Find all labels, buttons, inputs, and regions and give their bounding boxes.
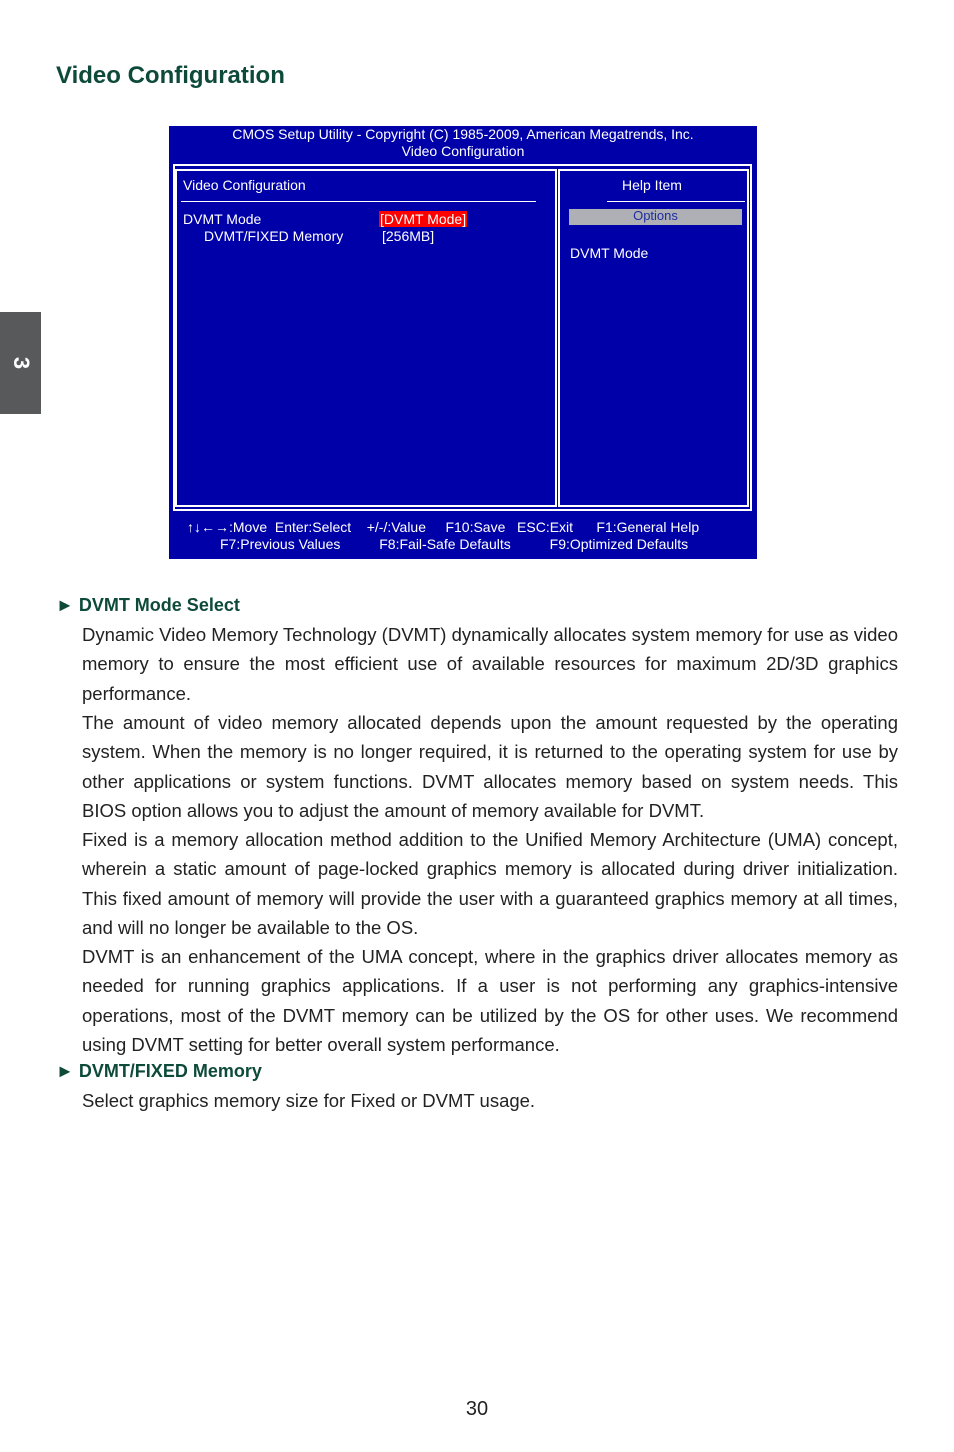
- bios-header-copyright: CMOS Setup Utility - Copyright (C) 1985-2009, American Megatrends, Inc.: [232, 126, 694, 142]
- bios-footer-keys-1: ↑↓←→:Move Enter:Select +/-/:Value F10:Save ESC:Exit F1:General Help: [187, 519, 700, 535]
- dvmt-mode-label[interactable]: DVMT Mode: [183, 211, 262, 227]
- dvmt-mode-selected[interactable]: [DVMT Mode]: [380, 211, 467, 227]
- help-item-title: Help Item: [622, 177, 682, 193]
- help-pane-divider: [607, 201, 745, 202]
- bios-pane-title: Video Configuration: [183, 177, 306, 193]
- bios-header-title: Video Configuration: [401, 143, 525, 159]
- chapter-tab: [0, 312, 41, 414]
- dvmt-fixed-memory-value[interactable]: [256MB]: [382, 228, 435, 244]
- dvmt-fixed-memory-label[interactable]: DVMT/FIXED Memory: [204, 228, 344, 244]
- bios-footer-keys-2: F7:Previous Values F8:Fail-Safe Defaults F9:Optimized Defaults: [220, 536, 689, 552]
- page-title: Video Configuration: [56, 62, 285, 89]
- paragraph: Fixed is a memory allocation method addition to the Unified Memory Architecture (UMA) concept, wherein a static amount of page-locked graphics memory is allocated during driver initialization. This fixed amount of memory will provide the user with a guaranteed graphics memory at all times, and will no longer be available to the OS.: [82, 829, 898, 939]
- bios-screenshot: [169, 126, 757, 559]
- section-heading-dvmt-mode-select: ► DVMT Mode Select: [56, 595, 240, 615]
- paragraph: Dynamic Video Memory Technology (DVMT) dynamically allocates system memory for use as video memory to ensure the most efficient use of available resources for maximum 2D/3D graphics performance.: [82, 624, 898, 704]
- chapter-number: 3: [8, 356, 34, 370]
- dvmt-mode-value[interactable]: [379, 211, 467, 227]
- options-bar: Options: [569, 209, 742, 225]
- page-number: 30: [465, 1398, 489, 1420]
- paragraph: Select graphics memory size for Fixed or DVMT usage.: [82, 1090, 536, 1111]
- section-heading-dvmt-fixed-memory: ► DVMT/FIXED Memory: [56, 1061, 262, 1081]
- paragraph: The amount of video memory allocated depends upon the amount requested by the operating system. When the memory is no longer required, it is returned to the operating system for use by other applications or system functions. DVMT allocates memory based on system needs. This BIOS option allows you to adjust the amount of memory available for DVMT.: [82, 712, 898, 822]
- help-text: DVMT Mode: [570, 245, 649, 261]
- bios-pane-divider: [181, 201, 536, 202]
- paragraph: DVMT is an enhancement of the UMA concept, where in the graphics driver allocates memory as needed for running graphics applications. If a user is not performing any graphics-intensive operations, most of the DVMT memory can be utilized by the OS for other uses. We recommend using DVMT setting for better overall system performance.: [82, 946, 898, 1056]
